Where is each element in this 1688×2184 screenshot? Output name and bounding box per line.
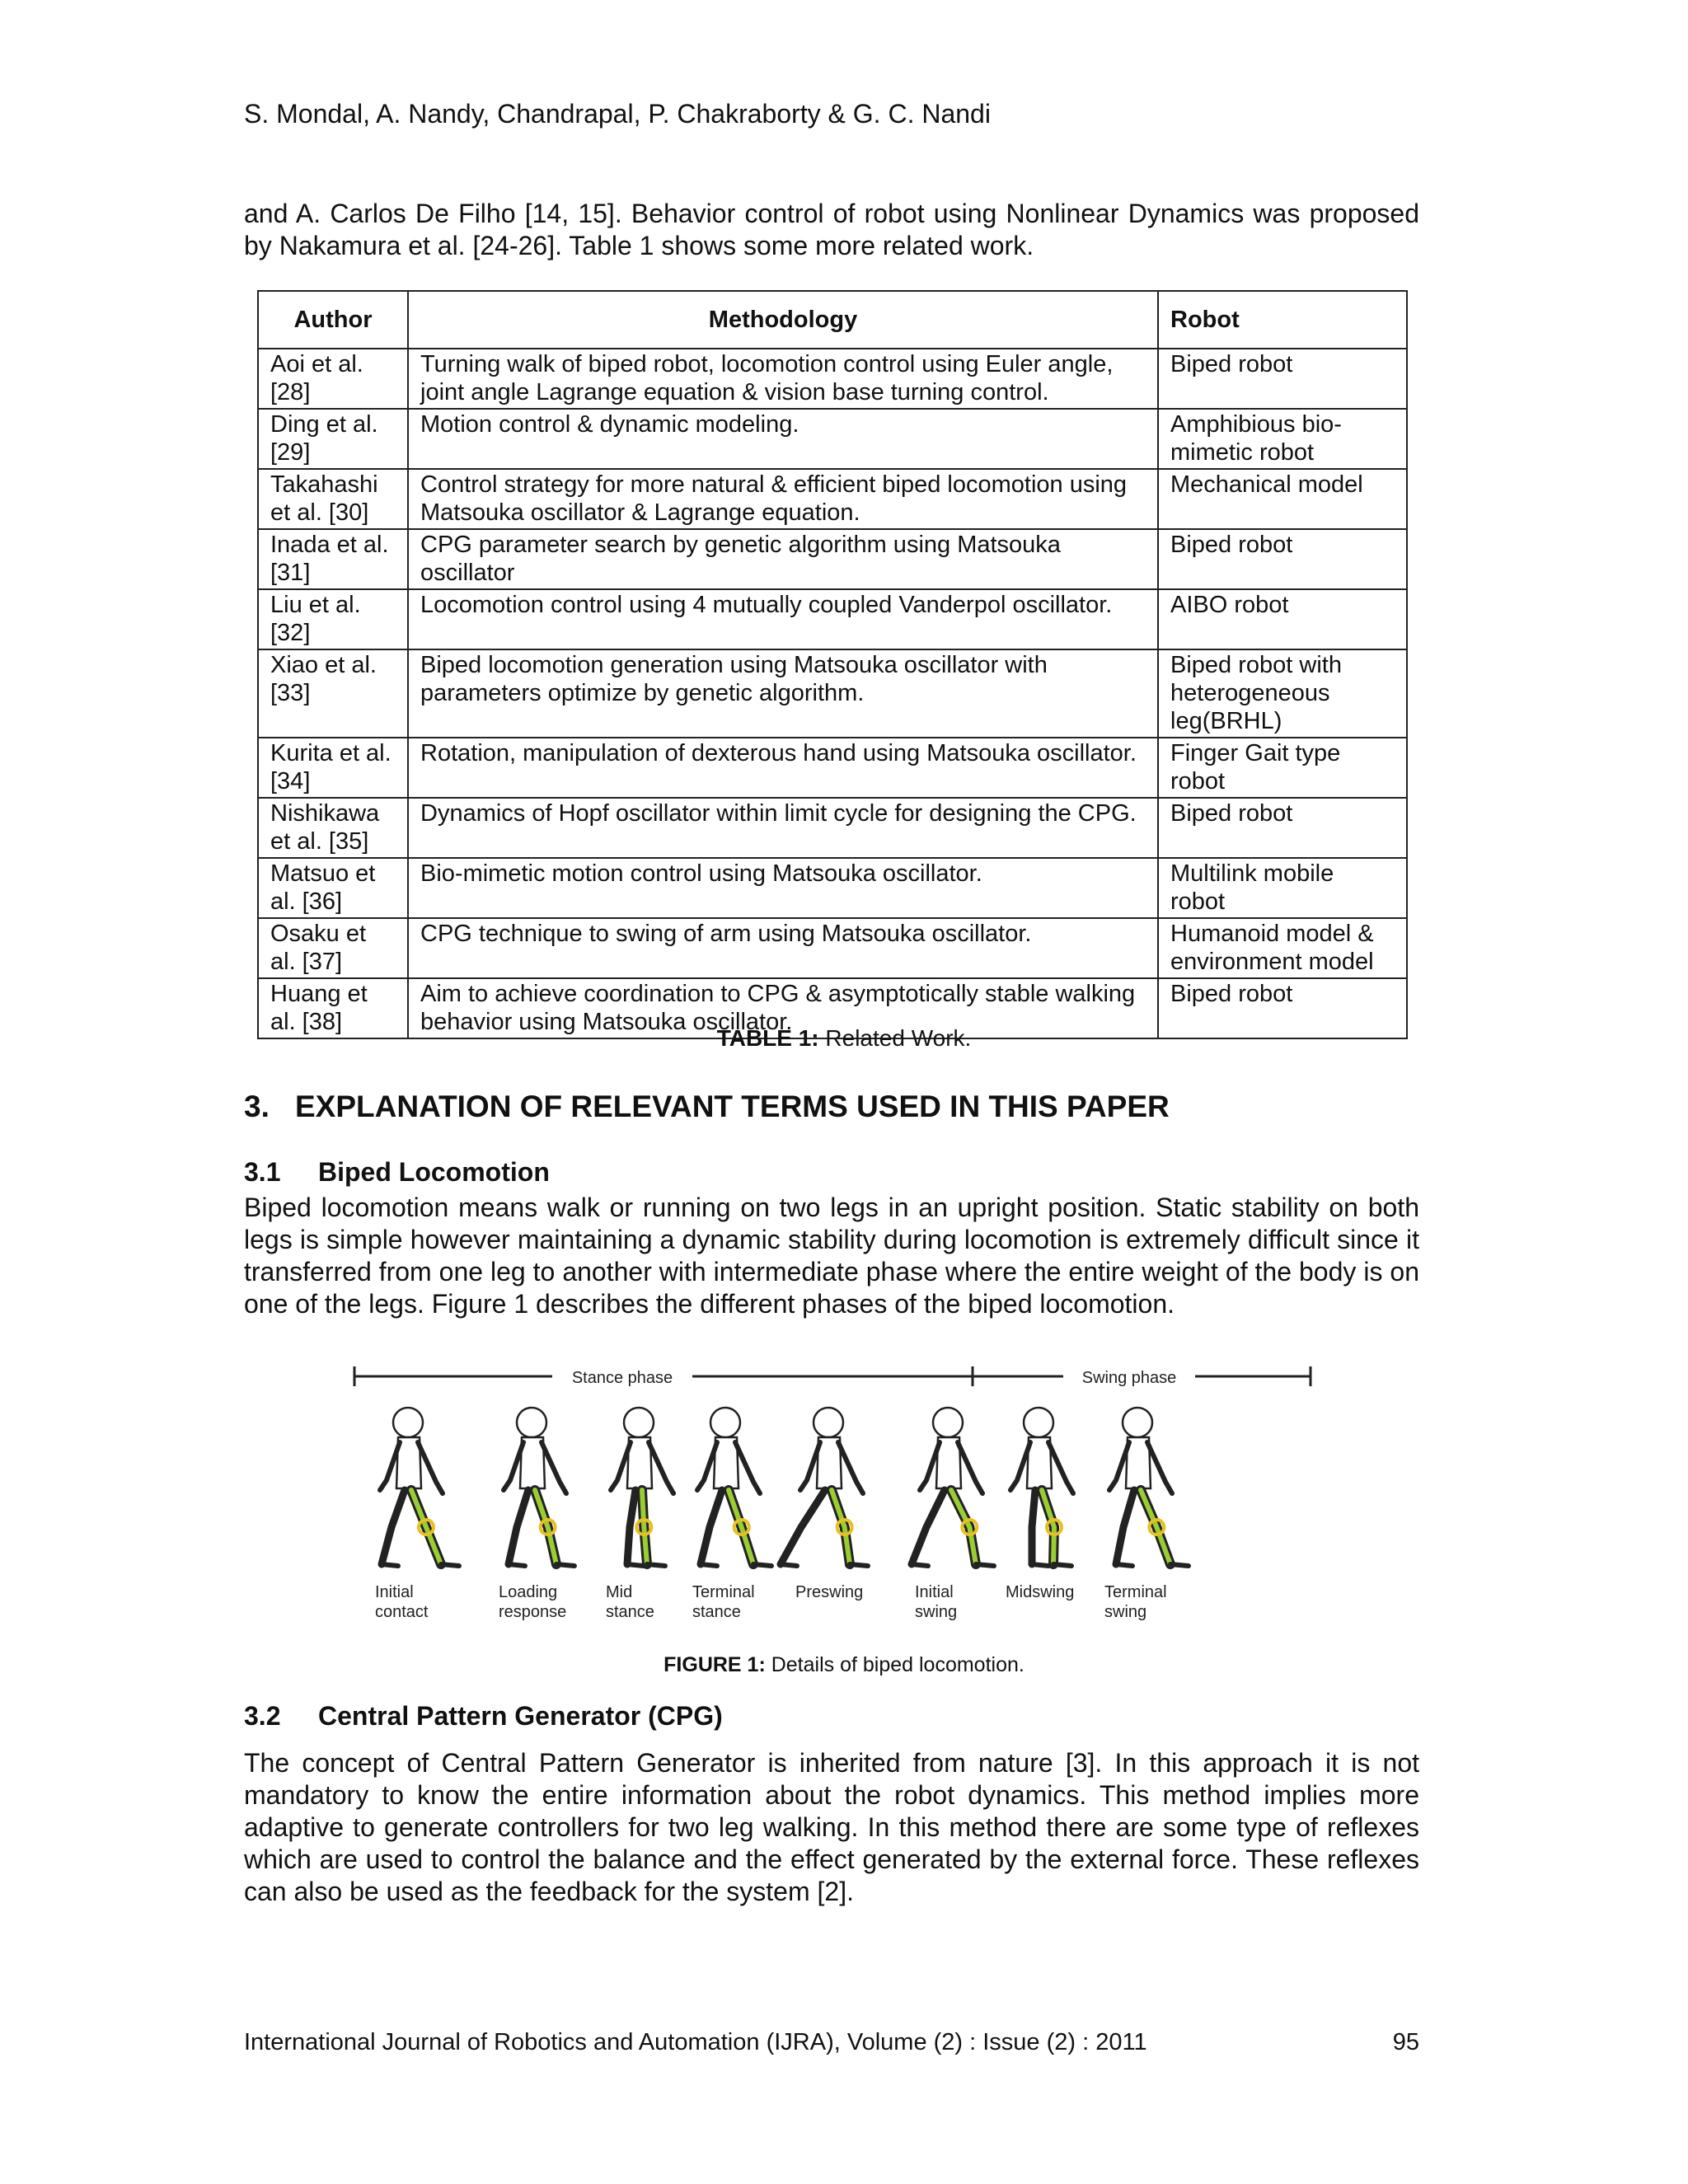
cell-robot: Biped robot [1158, 978, 1407, 1038]
subsection-title: Central Pattern Generator (CPG) [318, 1701, 723, 1731]
cell-author: Aoi et al. [28] [258, 349, 408, 409]
phase-label-line2: response [499, 1603, 567, 1621]
walker-head [393, 1408, 423, 1437]
walker-figure [611, 1408, 673, 1566]
table-row [258, 798, 1407, 858]
walker-figures [375, 1408, 1189, 1621]
walker-leg-back [1116, 1490, 1134, 1564]
phase-label: Preswing [795, 1583, 864, 1601]
swing-phase-label: Swing phase [1081, 1369, 1177, 1387]
table-header-row [258, 291, 1407, 349]
walker-foot [781, 1564, 797, 1566]
cell-author: Huang et al. [38] [258, 978, 408, 1038]
header-methodology: Methodology [408, 291, 1158, 349]
walker-leg-front [411, 1490, 441, 1564]
page-footer [244, 2029, 1419, 2056]
phase-label: Loading [499, 1583, 558, 1601]
cell-methodology: Rotation, manipulation of dexterous hand using Matsouka oscillator. [408, 738, 1158, 798]
walker-leg-back [509, 1490, 528, 1564]
cpg-paragraph: The concept of Central Pattern Generator is inherited from nature [3]. In this approach it is not mandatory to know the entire information about the robot dynamics. This method implies more adaptive to generate controllers for two leg walking. In this method there are some type of reflexes which are used to control the balance and the effect generated by the external force. These reflexes can also be used as the feedback for the system [2]. [244, 1748, 1419, 1906]
cell-robot: Multilink mobile robot [1158, 858, 1407, 918]
walker-leg-back [627, 1490, 635, 1564]
table-row [258, 649, 1407, 738]
biped-paragraph: Biped locomotion means walk or running on two legs in an upright position. Static stability on both legs is simple however maintaining a dynamic stability during locomotion is extremely difficult since it transferred from one leg to another with intermediate phase where the entire weight of the body is on one of the legs. Figure 1 describes the different phases of the biped locomotion. [244, 1193, 1419, 1319]
walker-figure [380, 1408, 459, 1566]
cell-methodology: Bio-mimetic motion control using Matsouka oscillator. [408, 858, 1158, 918]
walker-head [710, 1408, 740, 1437]
table-caption [0, 1025, 1688, 1052]
phase-label: Terminal [692, 1583, 755, 1601]
walker-leg-front [535, 1490, 556, 1564]
phase-label-line2: stance [692, 1603, 741, 1621]
phase-label-line2: swing [1104, 1603, 1147, 1621]
subsection-title: Biped Locomotion [318, 1157, 550, 1187]
table-row [258, 529, 1407, 589]
subsection-number: 3.2 [244, 1701, 281, 1731]
cell-methodology: Turning walk of biped robot, locomotion control using Euler angle, joint angle Lagrange equation & vision base turning control. [408, 349, 1158, 409]
phase-label-line2: contact [375, 1603, 429, 1621]
cell-methodology: Locomotion control using 4 mutually coupled Vanderpol oscillator. [408, 589, 1158, 649]
cell-author: Nishikawa et al. [35] [258, 798, 408, 858]
cell-author: Liu et al. [32] [258, 589, 408, 649]
walker-leg-back [382, 1490, 405, 1564]
walker-foot [1170, 1564, 1189, 1566]
walker-figure [1109, 1408, 1189, 1566]
cell-robot: Humanoid model & environment model [1158, 918, 1407, 978]
walker-foot [647, 1564, 665, 1566]
walker-foot [1116, 1564, 1132, 1566]
phase-label-line2: stance [606, 1603, 654, 1621]
walker-leg-front [1141, 1490, 1170, 1564]
cell-author: Xiao et al. [33] [258, 649, 408, 738]
stance-phase-label: Stance phase [571, 1369, 673, 1387]
cell-methodology: CPG technique to swing of arm using Matsouka oscillator. [408, 918, 1158, 978]
running-head: S. Mondal, A. Nandy, Chandrapal, P. Chakraborty & G. C. Nandi [244, 99, 991, 129]
walker-foot [912, 1564, 928, 1566]
cell-robot: Biped robot [1158, 798, 1407, 858]
walker-figure [912, 1408, 994, 1566]
walker-head [1024, 1408, 1053, 1437]
figure-biped-locomotion [346, 1358, 1352, 1638]
cell-robot: Mechanical model [1158, 469, 1407, 529]
cell-methodology: CPG parameter search by genetic algorithm using Matsouka oscillator [408, 529, 1158, 589]
cell-robot: AIBO robot [1158, 589, 1407, 649]
phase-label: Mid [606, 1583, 633, 1601]
cell-methodology: Motion control & dynamic modeling. [408, 409, 1158, 469]
phase-label: Initial [915, 1583, 954, 1601]
walker-figure [1010, 1408, 1073, 1566]
table-caption-label: TABLE 1: [716, 1025, 819, 1051]
section-title: EXPLANATION OF RELEVANT TERMS USED IN THIS PAPER [295, 1090, 1170, 1123]
cell-author: Takahashi et al. [30] [258, 469, 408, 529]
subsection-heading-cpg [244, 1701, 723, 1732]
walker-foot [509, 1564, 525, 1566]
gait-cycle-diagram [346, 1358, 1352, 1638]
figure-caption-label: FIGURE 1: [663, 1653, 766, 1676]
walker-leg-back [912, 1490, 945, 1564]
figure-caption-text: Details of biped locomotion. [765, 1653, 1025, 1676]
walker-figure [504, 1408, 574, 1566]
cell-robot: Biped robot [1158, 529, 1407, 589]
walker-head [624, 1408, 654, 1437]
walker-head [1123, 1408, 1152, 1437]
figure-caption [0, 1653, 1688, 1677]
cell-author: Inada et al. [31] [258, 529, 408, 589]
walker-foot [556, 1564, 574, 1566]
walker-head [933, 1408, 963, 1437]
table-caption-text: Related Work. [818, 1025, 972, 1051]
cell-author: Matsuo et al. [36] [258, 858, 408, 918]
subsection-heading-biped [244, 1157, 550, 1188]
header-author: Author [258, 291, 408, 349]
table-row [258, 858, 1407, 918]
walker-foot [1032, 1564, 1048, 1566]
cell-robot: Biped robot with heterogeneous leg(BRHL) [1158, 649, 1407, 738]
cell-methodology: Biped locomotion generation using Matsouka oscillator with parameters optimize by genetic algorithm. [408, 649, 1158, 738]
page-number: 95 [1392, 2029, 1419, 2055]
walker-foot [441, 1564, 459, 1566]
walker-foot [701, 1564, 717, 1566]
walker-leg-back [1032, 1490, 1035, 1564]
cell-robot: Amphibious bio-mimetic robot [1158, 409, 1407, 469]
table-row [258, 349, 1407, 409]
section-heading [244, 1090, 1170, 1124]
related-work-table [257, 290, 1408, 1039]
phase-label: Midswing [1006, 1583, 1075, 1601]
walker-figure [697, 1408, 771, 1566]
phase-label-line2: swing [915, 1603, 958, 1621]
walker-leg-back [701, 1490, 722, 1564]
walker-foot [753, 1564, 771, 1566]
table-row [258, 589, 1407, 649]
table-row [258, 738, 1407, 798]
footer-journal: International Journal of Robotics and Automation (IJRA), Volume (2) : Issue (2) : 2011 [244, 2029, 1147, 2055]
walker-foot [382, 1564, 398, 1566]
cell-robot: Finger Gait type robot [1158, 738, 1407, 798]
phase-label: Initial [375, 1583, 414, 1601]
walker-foot [627, 1564, 644, 1566]
cell-methodology: Dynamics of Hopf oscillator within limit cycle for designing the CPG. [408, 798, 1158, 858]
walker-leg-back [781, 1490, 825, 1564]
walker-head [814, 1408, 843, 1437]
header-robot: Robot [1158, 291, 1407, 349]
subsection-number: 3.1 [244, 1157, 281, 1187]
walker-figure [781, 1408, 868, 1566]
section-number: 3. [244, 1090, 270, 1123]
cell-robot: Biped robot [1158, 349, 1407, 409]
walker-foot [1053, 1564, 1071, 1566]
intro-paragraph: and A. Carlos De Filho [14, 15]. Behavior control of robot using Nonlinear Dynamics was proposed by Nakamura et al. [24-26]. Table 1 shows some more related work. [244, 199, 1419, 260]
walker-foot [850, 1564, 868, 1566]
cell-methodology: Control strategy for more natural & efficient biped locomotion using Matsouka oscillator & Lagrange equation. [408, 469, 1158, 529]
walker-foot [976, 1564, 994, 1566]
cell-methodology: Aim to achieve coordination to CPG & asymptotically stable walking behavior using Matsouka oscillator. [408, 978, 1158, 1038]
table-row [258, 918, 1407, 978]
phase-label: Terminal [1104, 1583, 1167, 1601]
walker-head [517, 1408, 546, 1437]
table-row [258, 469, 1407, 529]
cell-author: Kurita et al. [34] [258, 738, 408, 798]
cell-author: Osaku et al. [37] [258, 918, 408, 978]
table-row [258, 409, 1407, 469]
cell-author: Ding et al.[29] [258, 409, 408, 469]
